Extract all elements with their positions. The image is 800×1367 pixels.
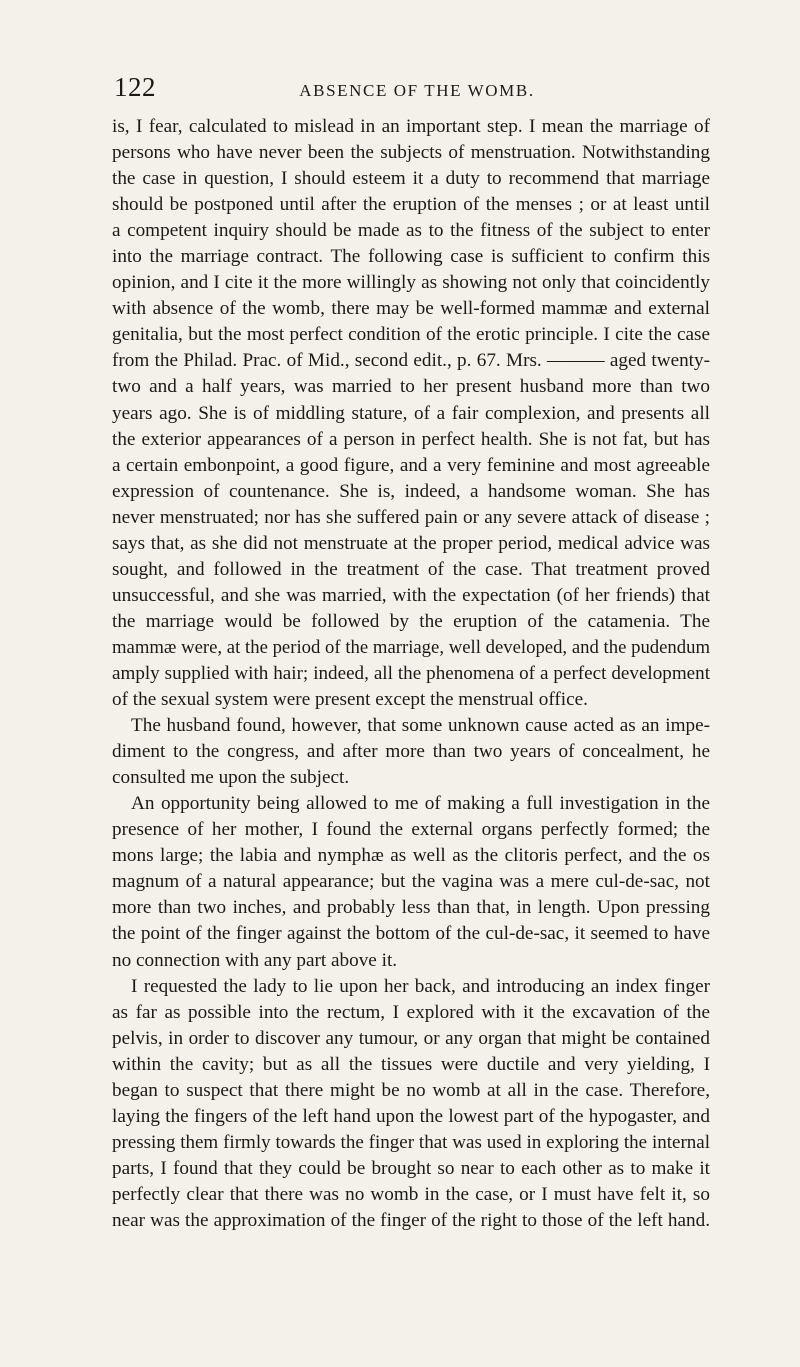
text-line: no connection with any part above it.	[112, 949, 398, 971]
text-line: parts, I found that they could be brought so near to each other as to make it	[112, 1157, 710, 1179]
body-text	[112, 114, 710, 1234]
text-line: the case in question, I should esteem it a duty to recommend that marriage	[112, 168, 710, 190]
text-line: amply supplied with hair; indeed, all the phenomena of a perfect development	[112, 662, 710, 684]
text-line: two and a half years, was married to her present husband more than two	[112, 376, 710, 398]
text-line: is, I fear, calculated to mislead in an important step. I mean the marriage of	[112, 116, 710, 137]
text-line: of the sexual system were present except the menstrual office.	[112, 689, 588, 711]
text-line: as far as possible into the rectum, I explored with it the excavation of the	[112, 1001, 710, 1023]
text-line: sought, and followed in the treatment of the case. That treatment proved	[112, 558, 710, 580]
text-line: within the cavity; but as all the tissues were ductile and very yielding, I	[112, 1053, 710, 1075]
text-line: more than two inches, and probably less than that, in length. Upon pressing	[112, 897, 710, 919]
text-line: with absence of the womb, there may be well-formed mammæ and external	[112, 298, 710, 320]
text-line: consulted me upon the subject.	[112, 767, 350, 789]
text-line: mons large; the labia and nymphæ as well as the clitoris perfect, and the os	[112, 845, 710, 867]
text-line: a competent inquiry should be made as to the fitness of the subject to enter	[112, 220, 710, 242]
text-line: says that, as she did not menstruate at the proper period, medical advice was	[112, 532, 710, 554]
text-line: pelvis, in order to discover any tumour, or any organ that might be contained	[112, 1027, 710, 1049]
page-number: 122	[114, 72, 156, 102]
text-line: An opportunity being allowed to me of making a full investigation in the	[131, 793, 710, 815]
text-line: began to suspect that there might be no womb at all in the case. Therefore,	[112, 1079, 710, 1101]
text-line: I requested the lady to lie upon her back, and introducing an index finger	[131, 975, 710, 997]
text-line: should be postponed until after the eruption of the menses ; or at least until	[112, 194, 710, 216]
text-line: persons who have never been the subjects of menstruation. Notwithstanding	[112, 142, 710, 164]
text-line: opinion, and I cite it the more willingly as showing not only that coincidently	[112, 272, 710, 294]
text-line: into the marriage contract. The following case is sufficient to confirm this	[112, 246, 710, 268]
text-line: never menstruated; nor has she suffered pain or any severe attack of disease ;	[112, 506, 710, 528]
text-line: magnum of a natural appearance; but the vagina was a mere cul-de-sac, not	[112, 871, 710, 893]
text-line: near was the approximation of the finger of the right to those of the left hand.	[112, 1209, 710, 1231]
running-head: ABSENCE OF THE WOMB.	[299, 81, 535, 100]
text-line: perfectly clear that there was no womb in the case, or I must have felt it, so	[112, 1183, 710, 1205]
text-line: expression of countenance. She is, indeed, a handsome woman. She has	[112, 480, 710, 502]
text-line: pressing them firmly towards the finger that was used in exploring the internal	[112, 1131, 710, 1153]
text-line: genitalia, but the most perfect condition of the erotic principle. I cite the case	[112, 324, 710, 346]
text-line: presence of her mother, I found the external organs perfectly formed; the	[112, 819, 710, 841]
text-line: The husband found, however, that some unknown cause acted as an impe-	[131, 715, 710, 737]
text-line: unsuccessful, and she was married, with the expectation (of her friends) that	[112, 584, 710, 606]
text-line: diment to the congress, and after more than two years of concealment, he	[112, 741, 710, 763]
text-line: a certain embonpoint, a good figure, and a very feminine and most agreeable	[112, 454, 710, 476]
text-line: from the Philad. Prac. of Mid., second edit., p. 67. Mrs. ——— aged twenty-	[112, 350, 710, 372]
text-line: the exterior appearances of a person in perfect health. She is not fat, but has	[112, 428, 710, 450]
text-line: mammæ were, at the period of the marriage, well developed, and the pudendum	[112, 636, 710, 658]
text-line: years ago. She is of middling stature, of a fair complexion, and presents all	[112, 402, 710, 424]
text-line: the point of the finger against the bottom of the cul-de-sac, it seemed to have	[112, 923, 710, 945]
text-line: laying the fingers of the left hand upon the lowest part of the hypogaster, and	[112, 1105, 710, 1127]
text-line: the marriage would be followed by the eruption of the catamenia. The	[112, 610, 710, 632]
